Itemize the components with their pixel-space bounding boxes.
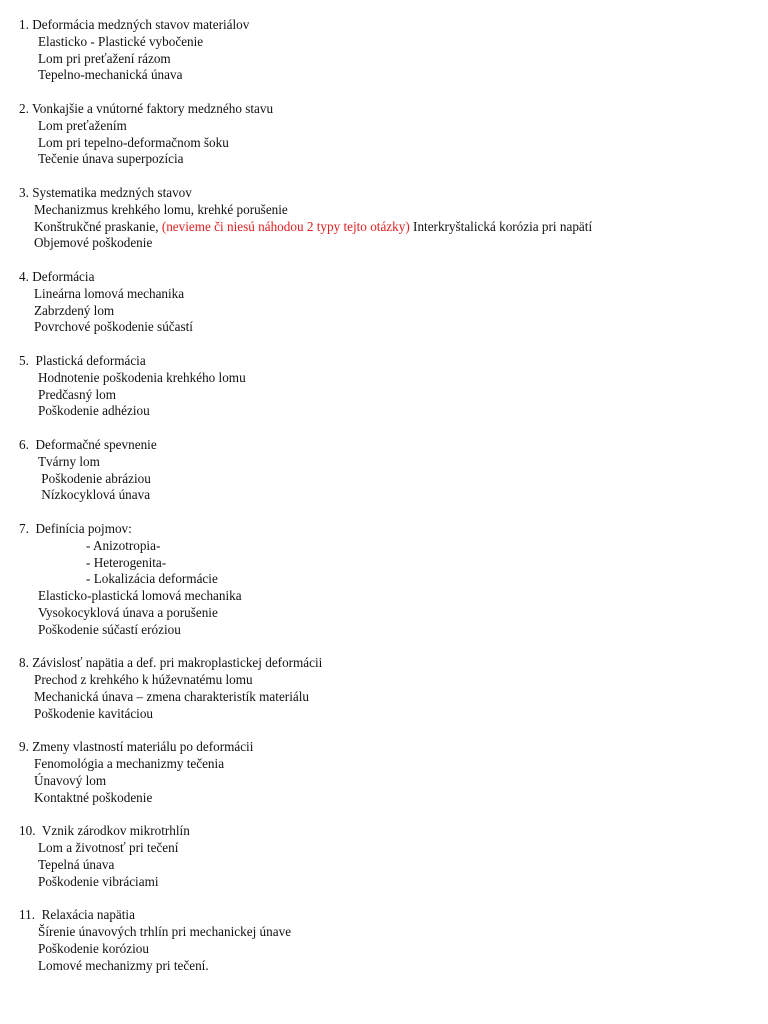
list-item: Elasticko-plastická lomová mechanika: [38, 588, 242, 603]
red-note: (nevieme či niesú náhodou 2 typy tejto otázky): [161, 219, 410, 234]
list-item: Vysokocyklová únava a porušenie: [38, 605, 218, 620]
sub-item: - Anizotropia-: [86, 538, 161, 553]
sub-item: - Lokalizácia deformácie: [86, 571, 218, 586]
list-item: Fenomológia a mechanizmy tečenia: [34, 756, 225, 771]
list-item: Lom pri preťažení rázom: [38, 51, 171, 66]
list-item: Objemové poškodenie: [34, 235, 153, 250]
section-heading: 11. Relaxácia napätia: [19, 907, 135, 922]
list-item: Poškodenie kavitáciou: [34, 706, 154, 721]
list-item: Tvárny lom: [38, 454, 100, 469]
list-item: Mechanizmus krehkého lomu, krehké porušenie: [34, 202, 288, 217]
list-item: Tečenie únava superpozícia: [38, 151, 184, 166]
list-item: Povrchové poškodenie súčastí: [34, 319, 193, 334]
list-item: Šírenie únavových trhlín pri mechanickej únave: [38, 924, 292, 939]
list-item: [34, 219, 592, 235]
list-item: Lom pri tepelno-deformačnom šoku: [38, 135, 229, 150]
section-heading: 8. Závislosť napätia a def. pri makroplastickej deformácii: [19, 655, 323, 670]
list-item: Elasticko - Plastické vybočenie: [38, 34, 204, 49]
list-item: Tepelná únava: [38, 857, 115, 872]
section-heading: 1. Deformácia medzných stavov materiálov: [19, 17, 250, 32]
list-item: Kontaktné poškodenie: [34, 790, 153, 805]
item-text: Konštrukčné praskanie,: [34, 219, 162, 234]
section-heading: 10. Vznik zárodkov mikrotrhlín: [19, 823, 190, 838]
list-item: Prechod z krehkého k húževnatému lomu: [34, 672, 253, 687]
section-heading: 3. Systematika medzných stavov: [19, 185, 192, 200]
item-text: Interkryštalická korózia pri napätí: [409, 219, 593, 234]
list-item: Lomové mechanizmy pri tečení.: [38, 958, 209, 973]
section-heading: 9. Zmeny vlastností materiálu po deformácii: [19, 739, 254, 754]
section-heading: 7. Definícia pojmov:: [19, 521, 132, 536]
list-item: Nízkocyklová únava: [38, 487, 151, 502]
sub-item: - Heterogenita-: [86, 555, 167, 570]
section-heading: 5. Plastická deformácia: [19, 353, 146, 368]
list-item: Poškodenie vibráciami: [38, 874, 159, 889]
list-item: Poškodenie súčastí eróziou: [38, 622, 181, 637]
list-item: Poškodenie abráziou: [38, 471, 151, 486]
list-item: Mechanická únava – zmena charakteristík materiálu: [34, 689, 309, 704]
section-heading: 4. Deformácia: [19, 269, 95, 284]
list-item: Lineárna lomová mechanika: [34, 286, 185, 301]
list-item: Hodnotenie poškodenia krehkého lomu: [38, 370, 246, 385]
list-item: Tepelno-mechanická únava: [38, 67, 183, 82]
list-item: Poškodenie adhéziou: [38, 403, 150, 418]
section-heading: 2. Vonkajšie a vnútorné faktory medzného stavu: [19, 101, 274, 116]
list-item: Únavový lom: [34, 773, 107, 788]
list-item: Lom a životnosť pri tečení: [38, 840, 179, 855]
section-heading: 6. Deformačné spevnenie: [19, 437, 157, 452]
list-item: Poškodenie koróziou: [38, 941, 149, 956]
list-item: Zabrzdený lom: [34, 303, 115, 318]
list-item: Predčasný lom: [38, 387, 117, 402]
list-item: Lom preťažením: [38, 118, 127, 133]
